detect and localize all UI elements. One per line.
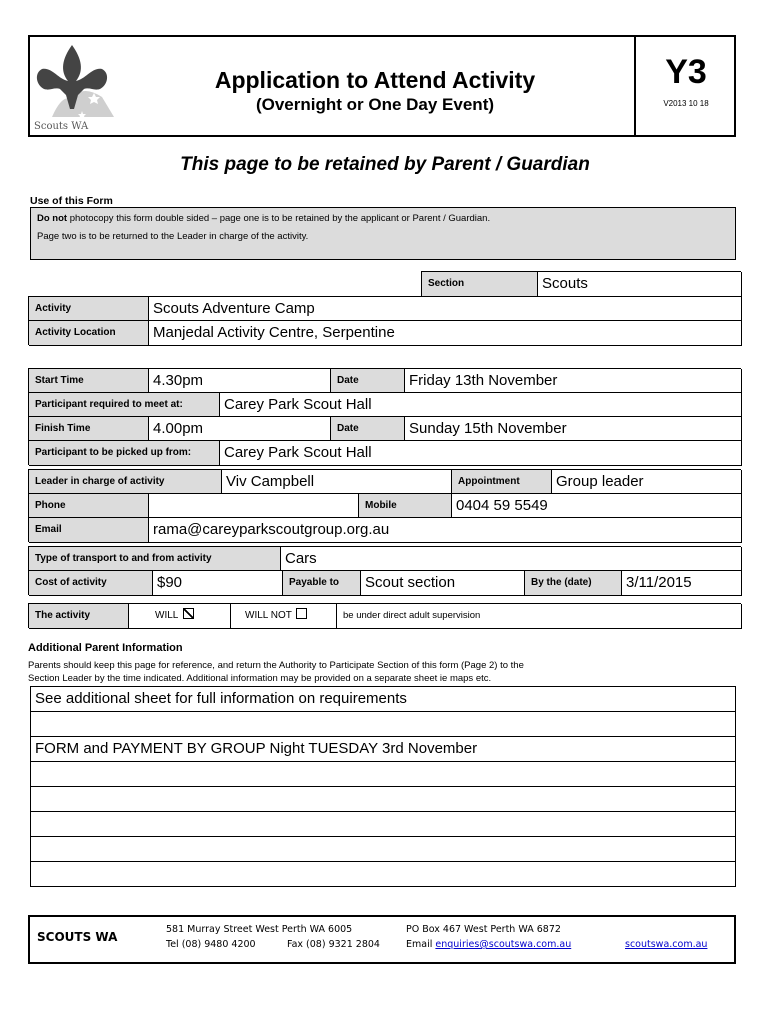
activity-label: Activity	[29, 297, 149, 321]
additional-info-lines	[0, 686, 770, 886]
leader-label: Leader in charge of activity	[29, 470, 222, 494]
will-not-option[interactable]	[231, 604, 337, 629]
appointment-field[interactable]: Group leader	[552, 470, 742, 494]
activity-location-field[interactable]: Manjedal Activity Centre, Serpentine	[149, 321, 742, 346]
info-line-3[interactable]: FORM and PAYMENT BY GROUP Night TUESDAY 3rd November	[30, 737, 736, 762]
finish-time-label: Finish Time	[29, 417, 149, 441]
footer-address: 581 Murray Street West Perth WA 6005	[166, 924, 353, 935]
cost-field[interactable]: $90	[153, 571, 283, 596]
activity-supervision-label: The activity	[29, 604, 129, 629]
use-of-form-heading: Use of this Form	[30, 195, 113, 207]
use-of-form-line2: Page two is to be returned to the Leader in charge of the activity.	[37, 231, 309, 242]
mobile-label: Mobile	[359, 494, 452, 518]
info-line-5[interactable]	[30, 787, 736, 812]
footer-email-line	[406, 939, 571, 950]
form-code-box	[634, 37, 736, 135]
footer-website-link[interactable]: scoutswa.com.au	[625, 939, 708, 950]
retained-notice: This page to be retained by Parent / Guardian	[180, 154, 590, 175]
phone-field[interactable]	[149, 494, 359, 518]
start-date-field[interactable]: Friday 13th November	[405, 369, 742, 393]
email-field[interactable]: rama@careyparkscoutgroup.org.au	[149, 518, 742, 543]
email-label: Email	[29, 518, 149, 543]
info-line-7[interactable]	[30, 837, 736, 862]
transport-block	[28, 546, 741, 595]
info-line-1[interactable]: See additional sheet for full information on requirements	[30, 686, 736, 712]
info-line-2[interactable]	[30, 712, 736, 737]
form-header	[28, 35, 736, 137]
transport-field[interactable]: Cars	[281, 547, 742, 571]
transport-label: Type of transport to and from activity	[29, 547, 281, 571]
form-title: Application to Attend Activity	[214, 67, 536, 93]
supervision-text: be under direct adult supervision	[337, 604, 742, 629]
info-line-8[interactable]	[30, 862, 736, 887]
appointment-label: Appointment	[452, 470, 552, 494]
footer	[28, 915, 736, 964]
info-line-4[interactable]	[30, 762, 736, 787]
footer-org: SCOUTS WA	[37, 930, 118, 944]
will-label: WILL	[155, 610, 178, 621]
time-block	[28, 368, 741, 465]
footer-fax: Fax (08) 9321 2804	[287, 939, 380, 950]
leader-field[interactable]: Viv Campbell	[222, 470, 452, 494]
meet-at-field[interactable]: Carey Park Scout Hall	[220, 393, 742, 417]
form-version: V2013 10 18	[663, 99, 709, 108]
section-field[interactable]: Scouts	[538, 272, 742, 297]
meet-at-label: Participant required to meet at:	[29, 393, 220, 417]
phone-label: Phone	[29, 494, 149, 518]
do-not-text: Do not	[37, 213, 68, 224]
finish-date-field[interactable]: Sunday 15th November	[405, 417, 742, 441]
will-checkbox[interactable]	[183, 608, 194, 619]
start-date-label: Date	[331, 369, 405, 393]
additional-info-heading: Additional Parent Information	[28, 642, 183, 654]
scouts-logo	[32, 39, 116, 133]
activity-block	[28, 296, 741, 345]
finish-time-field[interactable]: 4.00pm	[149, 417, 331, 441]
mobile-field[interactable]: 0404 59 5549	[452, 494, 742, 518]
additional-info-text-1: Parents should keep this page for reference, and return the Authority to Participate Section of this form (Page 2) to the	[28, 660, 524, 671]
cost-label: Cost of activity	[29, 571, 153, 596]
will-not-checkbox[interactable]	[296, 608, 307, 619]
pickup-field[interactable]: Carey Park Scout Hall	[220, 441, 742, 466]
logo-text: Scouts WA	[34, 121, 89, 132]
section-label: Section	[422, 272, 538, 297]
start-time-field[interactable]: 4.30pm	[149, 369, 331, 393]
activity-field[interactable]: Scouts Adventure Camp	[149, 297, 742, 321]
by-date-field[interactable]: 3/11/2015	[622, 571, 742, 596]
will-not-label: WILL NOT	[245, 610, 292, 621]
form-code: Y3	[665, 53, 707, 91]
will-option[interactable]	[129, 604, 231, 629]
activity-location-label: Activity Location	[29, 321, 149, 346]
use-of-form-line1-rest: photocopy this form double sided – page one is to be retained by the applicant or Parent / Guardian.	[67, 213, 491, 224]
start-time-label: Start Time	[29, 369, 149, 393]
footer-email-prefix: Email	[406, 939, 436, 950]
supervision-row	[28, 603, 741, 628]
use-of-form-box	[30, 207, 736, 260]
form-subtitle: (Overnight or One Day Event)	[255, 95, 495, 114]
footer-po-box: PO Box 467 West Perth WA 6872	[406, 924, 561, 935]
finish-date-label: Date	[331, 417, 405, 441]
by-date-label: By the (date)	[525, 571, 622, 596]
footer-email-link[interactable]: enquiries@scoutswa.com.au	[435, 939, 572, 950]
footer-tel: Tel (08) 9480 4200	[166, 939, 256, 950]
pickup-label: Participant to be picked up from:	[29, 441, 220, 466]
section-row	[421, 271, 741, 296]
leader-block	[28, 469, 741, 542]
use-of-form-line1	[37, 213, 490, 224]
additional-info-text-2: Section Leader by the time indicated. Additional information may be provided on a separate sheet ie maps etc.	[28, 673, 492, 684]
info-line-6[interactable]	[30, 812, 736, 837]
payable-to-label: Payable to	[283, 571, 361, 596]
payable-to-field[interactable]: Scout section	[361, 571, 525, 596]
